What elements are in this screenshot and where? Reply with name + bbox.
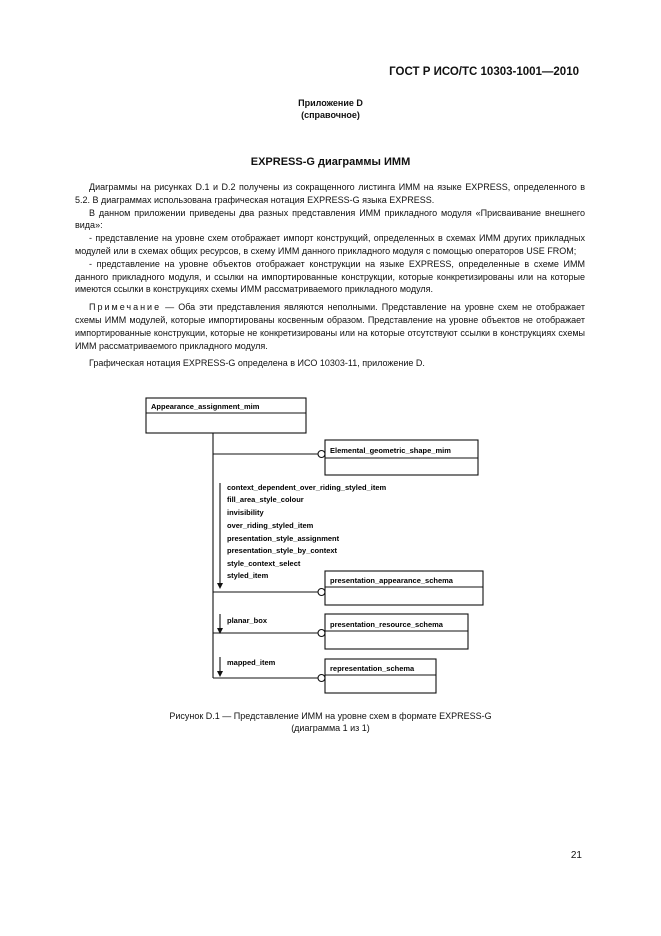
document-header: ГОСТ Р ИСО/ТС 10303-1001—2010	[389, 66, 579, 78]
note-text: — Оба эти представления являются неполными. Представление на уровне схем не отображает схемы ИММ модулей, которые импортированы косвенным образом. Представление на уровне объектов не отображает импортированные конструкции, которые не конкретизированы или на которые отсутствуют ссылки в конструкциях схемы ИММ рассматриваемого прикладного модуля.	[75, 302, 585, 351]
arrowhead	[217, 671, 223, 677]
geometric-schema-label: Elemental_geometric_shape_mim	[330, 446, 451, 455]
used-item: presentation_style_assignment	[227, 534, 340, 543]
note-label: Примечание	[89, 302, 162, 313]
paragraph-2: В данном приложении приведены два разных представления ИММ прикладного модуля «Присваивание внешнего вида»:	[75, 207, 585, 231]
relation-circle	[318, 589, 325, 596]
figure-subcaption: (диаграмма 1 из 1)	[291, 723, 370, 733]
main-schema-label: Appearance_assignment_mim	[151, 402, 260, 411]
paragraph-5: Графическая нотация EXPRESS-G определена в ИСО 10303-11, приложение D.	[89, 358, 425, 369]
used-item: context_dependent_over_riding_styled_item	[227, 483, 387, 492]
resource-schema-label: presentation_resource_schema	[330, 620, 443, 629]
relation-circle	[318, 451, 325, 458]
paragraph-1: Диаграммы на рисунках D.1 и D.2 получены из сокращенного листинга ИММ на языке EXPRESS, определенного в 5.2. В диаграммах использована графическая нотация EXPRESS-G языка EXPRESS.	[75, 182, 585, 205]
representation-item: mapped_item	[227, 658, 276, 667]
page-number: 21	[570, 850, 582, 861]
relation-circle	[318, 630, 325, 637]
relation-circle	[318, 675, 325, 682]
section-title: EXPRESS-G диаграммы ИММ	[250, 156, 411, 168]
figure-caption: Рисунок D.1 — Представление ИММ на уровне схем в формате EXPRESS-G	[169, 711, 492, 721]
used-item: styled_item	[227, 571, 269, 580]
arrowhead	[217, 583, 223, 589]
representation-schema-label: representation_schema	[330, 664, 415, 673]
appendix-subtitle: (справочное)	[301, 110, 360, 120]
appearance-schema-label: presentation_appearance_schema	[330, 576, 453, 585]
used-item: invisibility	[227, 508, 264, 517]
paragraph-3: - представление на уровне схем отображает импорт конструкций, определенных в схемах ИММ других прикладных модулей или в схемах общих ресурсов, в схему ИММ данного прикладного модуля с помощью операторов USE FROM;	[75, 233, 585, 256]
used-item: fill_area_style_colour	[227, 495, 304, 504]
paragraph-4: - представление на уровне объектов отображает конструкции на языке EXPRESS, определенные в схеме ИММ данного прикладного модуля, и ссылки на импортированные конструкции, которые конкретизированы или на которые имеются ссылки в конструкциях схемы ИММ рассматриваемого прикладного модуля.	[75, 258, 585, 295]
used-item: over_riding_styled_item	[227, 521, 314, 530]
used-item: presentation_style_by_context	[227, 546, 338, 555]
used-item: style_context_select	[227, 559, 301, 568]
appendix-title: Приложение D	[298, 98, 363, 108]
resource-item: planar_box	[227, 616, 268, 625]
